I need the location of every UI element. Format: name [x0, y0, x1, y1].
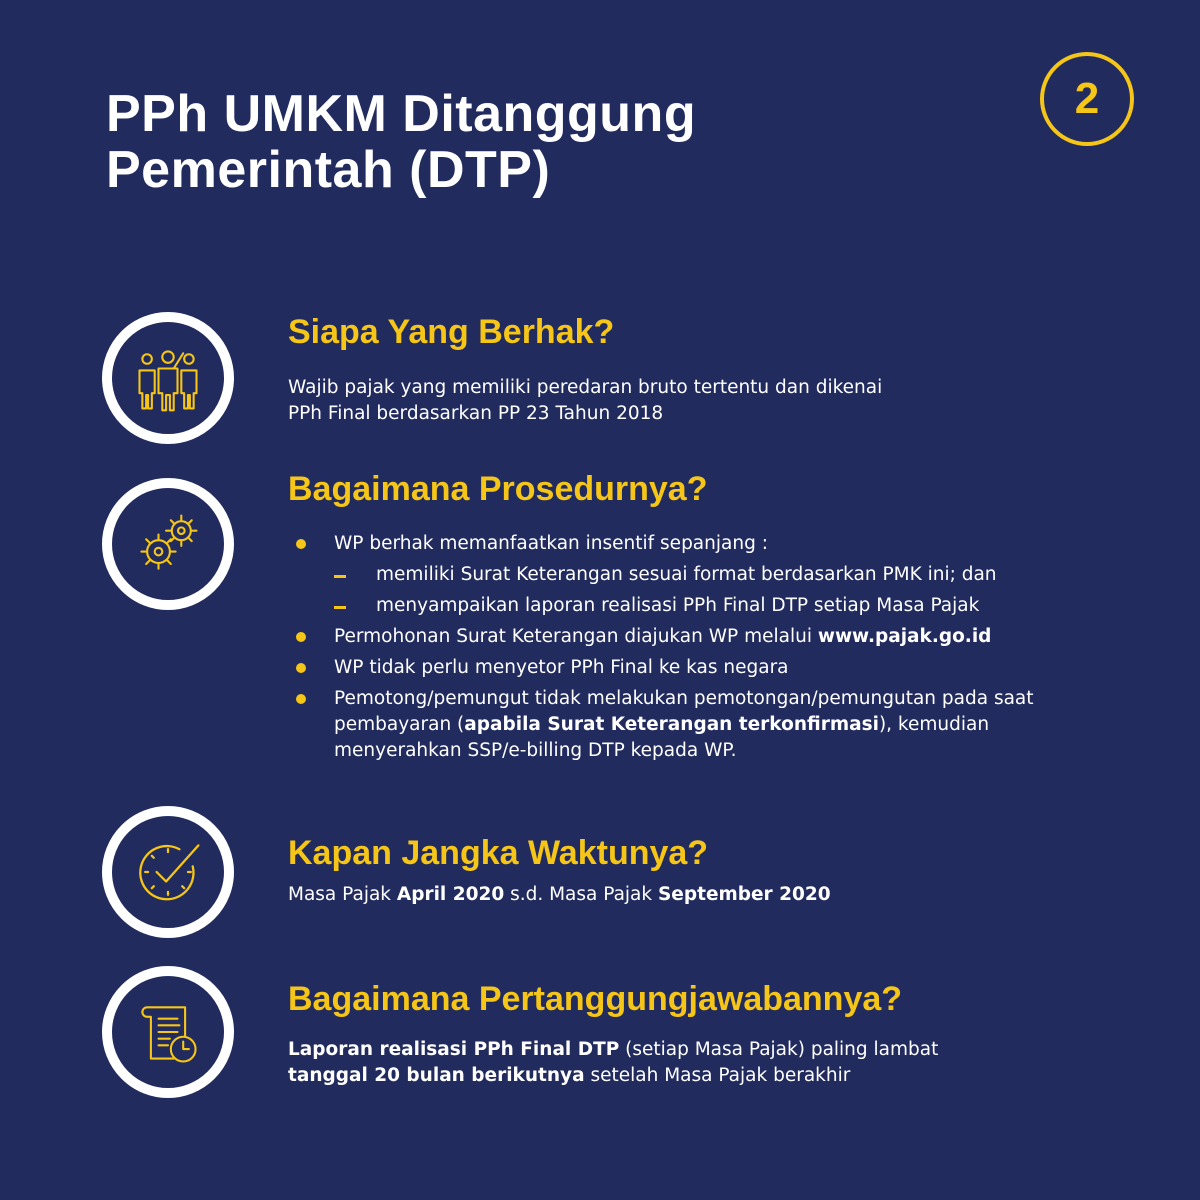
- reporting-deadline: tanggal 20 bulan berikutnya: [288, 1065, 585, 1086]
- period-start: April 2020: [396, 884, 505, 905]
- procedure-bullet4-part2: ), kemudian menyerahkan SSP/e-billing DTP kepada WP.: [334, 714, 990, 761]
- reporting-bold1: Laporan realisasi PPh Final DTP: [288, 1039, 620, 1060]
- bullet-dot: [296, 694, 306, 704]
- eligibility-heading: Siapa Yang Berhak?: [288, 313, 615, 351]
- period-text1: Masa Pajak: [288, 884, 397, 905]
- people-group-icon: [102, 312, 234, 444]
- clock-check-icon: [102, 806, 234, 938]
- reporting-text2: setelah Masa Pajak berakhir: [584, 1065, 851, 1086]
- procedure-sub2: menyampaikan laporan realisasi PPh Final DTP setiap Masa Pajak: [376, 595, 980, 616]
- reporting-text1: (setiap Masa Pajak) paling lambat: [619, 1039, 939, 1060]
- procedure-sub1: memiliki Surat Keterangan sesuai format berdasarkan PMK ini; dan: [376, 564, 997, 585]
- reporting-heading: Bagaimana Pertanggungjawabannya?: [288, 980, 903, 1018]
- reporting-description: [288, 1037, 938, 1089]
- eligibility-line2: PPh Final berdasarkan PP 23 Tahun 2018: [288, 403, 664, 424]
- procedure-bullet1: WP berhak memanfaatkan insentif sepanjang :: [334, 533, 768, 554]
- bullet-dot: [296, 663, 306, 673]
- eligibility-description: [288, 375, 882, 427]
- page-title: [106, 86, 696, 198]
- procedure-list: [288, 531, 1108, 769]
- bullet-dot: [296, 632, 306, 642]
- gears-icon: [102, 478, 234, 610]
- period-end: September 2020: [657, 884, 831, 905]
- page-title-line2: Pemerintah (DTP): [106, 141, 551, 199]
- procedure-bullet3: WP tidak perlu menyetor PPh Final ke kas negara: [334, 657, 789, 678]
- bullet-dot: [296, 539, 306, 549]
- bullet-dash: [334, 575, 346, 578]
- document-clock-icon: [102, 966, 234, 1098]
- list-item: [334, 593, 1108, 619]
- page-title-line1: PPh UMKM Ditanggung: [106, 85, 697, 143]
- list-item: [288, 531, 1108, 619]
- bullet-dash: [334, 606, 346, 609]
- procedure-bullet2-text: Permohonan Surat Keterangan diajukan WP melalui: [334, 626, 818, 647]
- list-item: [288, 624, 1108, 650]
- procedure-bullet4-bold: apabila Surat Keterangan terkonfirmasi: [464, 714, 879, 735]
- period-description: [288, 882, 831, 908]
- list-item: [288, 655, 1108, 681]
- period-text2: s.d. Masa Pajak: [504, 884, 658, 905]
- pajak-website-link[interactable]: www.pajak.go.id: [817, 626, 992, 647]
- eligibility-line1: Wajib pajak yang memiliki peredaran bruto tertentu dan dikenai: [288, 377, 883, 398]
- procedure-bullet4-part1: Pemotong/pemungut tidak melakukan pemotongan/pemungutan pada saat pembayaran (: [334, 688, 1034, 735]
- page-number-badge: 2: [1040, 52, 1134, 146]
- period-heading: Kapan Jangka Waktunya?: [288, 834, 709, 872]
- procedure-heading: Bagaimana Prosedurnya?: [288, 470, 708, 508]
- list-item: [334, 562, 1108, 588]
- procedure-sublist: [334, 562, 1108, 619]
- list-item: [288, 686, 1108, 764]
